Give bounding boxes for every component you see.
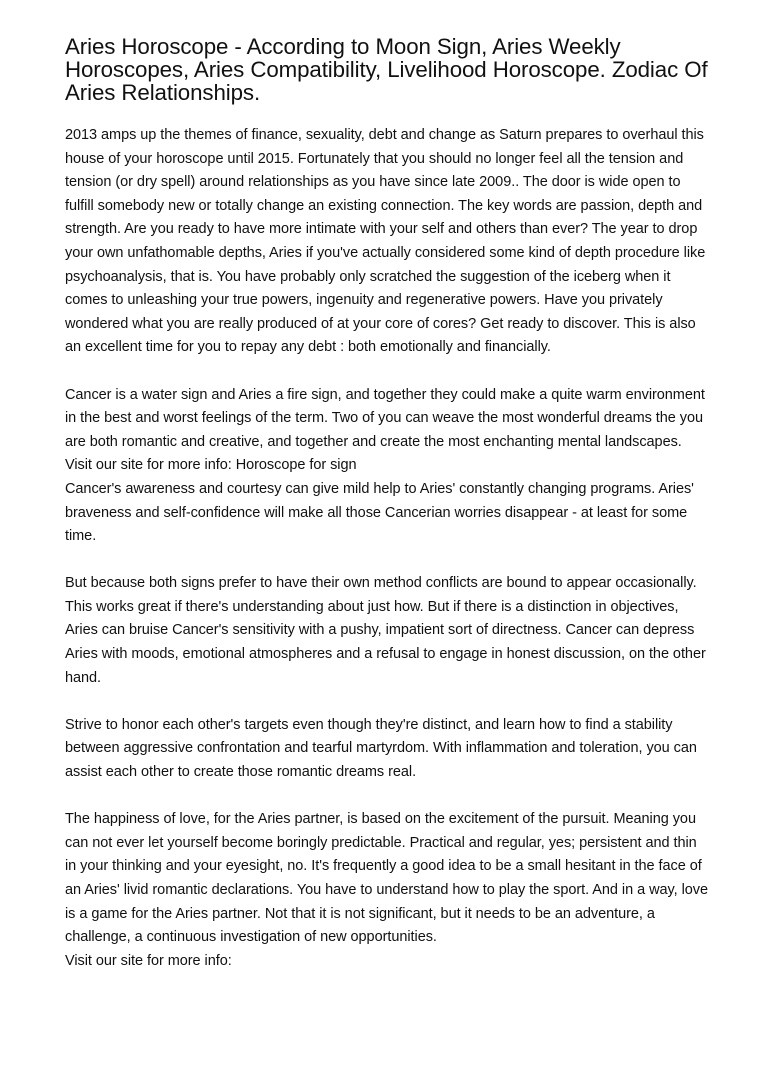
visit-site-link-line: Visit our site for more info: Horoscope for sign <box>65 457 357 474</box>
visit-site-line-final: Visit our site for more info: <box>65 952 232 969</box>
paragraph-saturn: 2013 amps up the themes of finance, sexuality, debt and change as Saturn prepares to overhaul this house of your horoscope until 2015. Fortunately that you should no longer feel all the tension and tension (or dry spell) around relationships as you have since late 2009.. The door is wide open to fulfill somebody new or totally change an existing connection. The key words are passion, depth and strength. Are you ready to have more intimate with your self and others than ever? The year to drop your own unfathomable depths, Aries if you've actually considered some kind of depth procedure like psychoanalysis, that is. You have probably only scratched the suggestion of the iceberg when it comes to unleashing your true powers, ingenuity and regenerative powers. Have you privately wondered what you are really produced of at your core of cores? Get ready to discover. This is also an excellent time for you to repay any debt : both emotionally and financially. <box>65 127 706 356</box>
document-title: Aries Horoscope - According to Moon Sign, Aries Weekly Horoscopes, Aries Compatibility, Livelihood Horoscope. Zodiac Of Aries Relationships. <box>65 34 708 105</box>
paragraph-strive: Strive to honor each other's targets even though they're distinct, and learn how to find a stability between aggressive confrontation and tearful martyrdom. With inflammation and toleration, you can assist each other to create those romantic dreams real. <box>65 716 697 781</box>
paragraph-happiness-of-love: The happiness of love, for the Aries partner, is based on the excitement of the pursuit. Meaning you can not ever let yourself become boringly predictable. Practical and regular, yes; persistent and thin in your thinking and your eyesight, no. It's frequently a good idea to be a small hesitant in the face of an Aries' livid romantic declarations. You have to understand how to play the sport. And in a way, love is a game for the Aries partner. Not that it is not significant, but it needs to be an adventure, a challenge, a continuous investigation of new opportunities. <box>65 811 708 946</box>
document-body <box>65 124 708 973</box>
paragraph-cancer-awareness: Cancer's awareness and courtesy can give mild help to Aries' constantly changing programs. Aries' braveness and self-confidence will make all those Cancerian worries disappear - at least for some time. <box>65 480 694 545</box>
paragraph-conflicts: But because both signs prefer to have their own method conflicts are bound to appear occasionally. This works great if there's understanding about just how. But if there is a distinction in objectives, Aries can bruise Cancer's sensitivity with a pushy, impatient sort of directness. Cancer can depress Aries with moods, emotional atmospheres and a refusal to engage in honest discussion, on the other hand. <box>65 575 706 686</box>
paragraph-cancer-water-sign: Cancer is a water sign and Aries a fire sign, and together they could make a quite warm environment in the best and worst feelings of the term. Two of you can weave the most wonderful dreams the you are both romantic and creative, and together and create the most enchanting mental landscapes. <box>65 386 705 450</box>
